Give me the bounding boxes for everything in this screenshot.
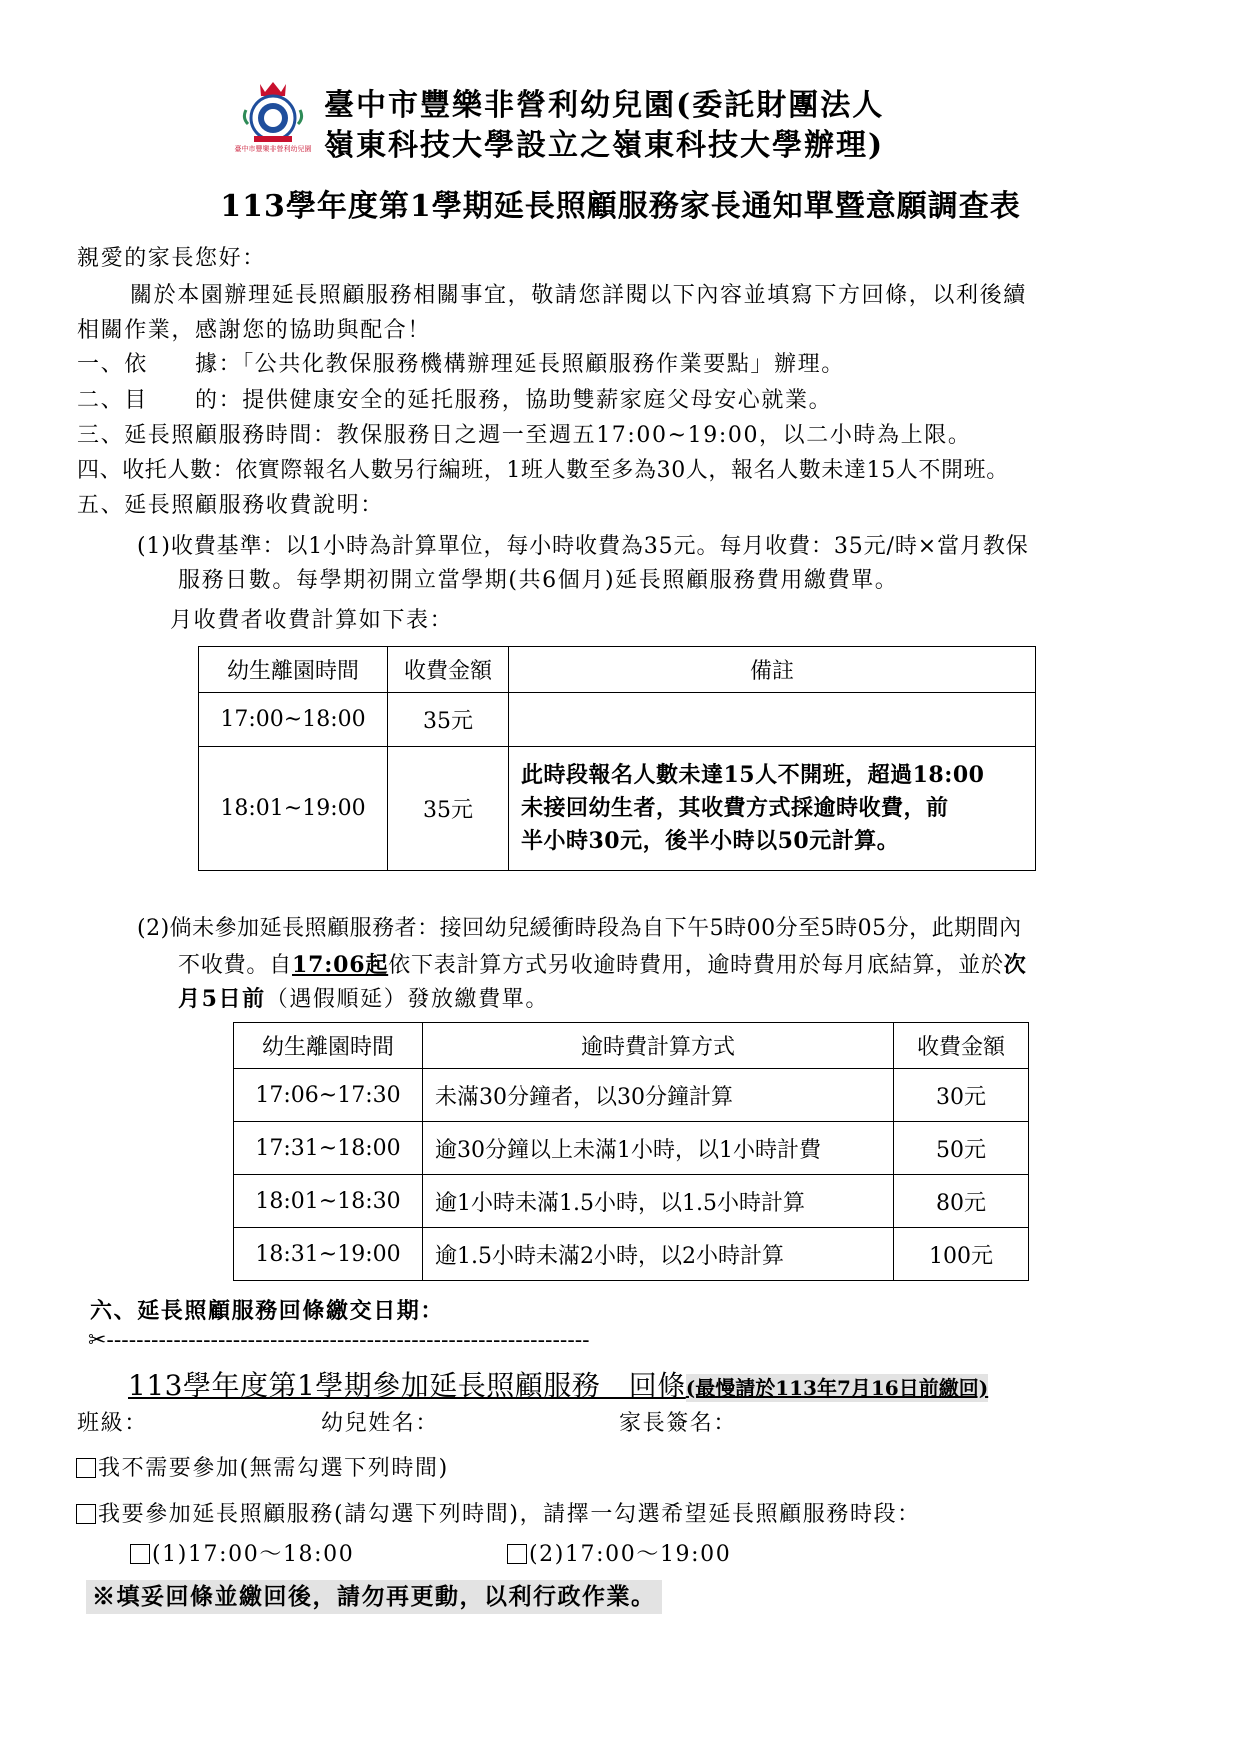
item-basis: 一、依 據：「公共化教保服務機構辦理延長照顧服務作業要點」辦理。 [77,352,845,377]
table1-row1-time: 17:00~18:00 [199,693,388,747]
fee-rule-2b-post: 依下表計算方式另收逾時費用，逾時費用於每月底結算，並於 [388,953,1004,978]
option-joining-label: 我要參加延長照顧服務(請勾選下列時間)，請擇一勾選希望延長照顧服務時段： [98,1502,921,1527]
final-notice: ※填妥回條並繳回後，請勿再更動，以利行政作業。 [86,1580,662,1614]
option-not-joining-label: 我不需要參加(無需勾選下列時間) [98,1456,449,1481]
table1-row1-fee: 35元 [388,693,509,747]
slot-2-checkbox[interactable] [507,1544,527,1564]
option-joining[interactable] [76,1500,921,1530]
item-purpose: 二、目 的：提供健康安全的延托服務，協助雙薪家庭父母安心就業。 [77,388,833,413]
slot-1-label: (1)17:00～18:00 [152,1542,355,1567]
fee-rule-2c-post: （遇假順延）發放繳費單。 [265,987,549,1012]
org-title-line-2: 嶺東科技大學設立之嶺東科技大學辦理) [324,128,885,163]
table1-header-fee: 收費金額 [388,647,509,693]
reply-deadline: (最慢請於113年7月16日前繳回) [685,1376,989,1400]
table2-header-fee: 收費金額 [894,1023,1029,1069]
child-name-label: 幼兒姓名： [321,1411,440,1436]
table2-header-time: 幼生離園時間 [234,1023,423,1069]
fee-rule-1c: 月收費者收費計算如下表： [170,608,454,633]
intro-line-1: 關於本園辦理延長照顧服務相關事宜，敬請您詳閱以下內容並填寫下方回條，以利後續 [130,283,1027,308]
table2-row2-time: 17:31~18:00 [234,1122,423,1175]
fee-rule-2b-time: 17:06起 [292,952,389,978]
option-not-joining[interactable] [76,1454,449,1484]
table2-row1-time: 17:06~17:30 [234,1069,423,1122]
table2-header-method: 逾時費計算方式 [423,1023,894,1069]
cut-line: ✂----------------------------------------------------------------- [88,1328,590,1353]
parent-signature-label: 家長簽名： [619,1411,738,1436]
joining-checkbox[interactable] [76,1504,96,1524]
table1-row2-note [509,747,1036,871]
table1-row1-note [509,693,1036,747]
table1-note-line-3: 半小時30元，後半小時以50元計算。 [521,828,900,854]
fee-rule-2c-date: 月5日前 [178,986,266,1012]
item-capacity: 四、收托人數：依實際報名人數另行編班，1班人數至多為30人，報名人數未達15人不開班。 [77,458,1009,483]
fee-rule-2b-pre: 不收費。自 [178,953,293,978]
kindergarten-logo [234,78,312,156]
table2-row3-time: 18:01~18:30 [234,1175,423,1228]
table1-header-note: 備註 [509,647,1036,693]
table1-row2-fee: 35元 [388,747,509,871]
org-title-line-1: 臺中市豐樂非營利幼兒園(委託財團法人 [324,88,885,123]
greeting: 親愛的家長您好： [77,246,266,271]
overtime-fee-table [233,1022,1029,1281]
slot-1-checkbox[interactable] [130,1544,150,1564]
table1-header-time: 幼生離園時間 [199,647,388,693]
monthly-fee-table [198,646,1036,871]
fee-rule-1b: 服務日數。每學期初開立當學期(共6個月)延長照顧服務費用繳費單。 [178,568,899,593]
table2-row1-fee: 30元 [894,1069,1029,1122]
fee-rule-2b [178,950,1027,981]
table2-row2-fee: 50元 [894,1122,1029,1175]
fee-rule-2a: (2)倘未參加延長照顧服務者：接回幼兒緩衝時段為自下午5時00分至5時05分，此期間內 [137,916,1022,941]
table2-row2-method: 逾30分鐘以上未滿1小時，以1小時計費 [423,1122,894,1175]
table1-note-line-2: 未接回幼生者，其收費方式採逾時收費，前 [521,795,949,821]
table2-row4-time: 18:31~19:00 [234,1228,423,1281]
table2-row1-method: 未滿30分鐘者，以30分鐘計算 [423,1069,894,1122]
intro-line-2: 相關作業，感謝您的協助與配合！ [77,318,432,343]
logo-caption: 臺中市豐樂非營利幼兒園 [234,145,312,153]
slot-option-2[interactable] [507,1540,731,1570]
not-joining-checkbox[interactable] [76,1458,96,1478]
slot-option-1[interactable] [130,1540,354,1570]
table1-note-line-1: 此時段報名人數未達15人不開班，超過18:00 [521,762,985,788]
fee-rule-2c [178,984,549,1015]
item-fee-description: 五、延長照顧服務收費說明： [77,493,384,518]
table2-row3-fee: 80元 [894,1175,1029,1228]
reply-title-row [128,1364,988,1404]
table1-row2-time: 18:01~19:00 [199,747,388,871]
table2-row4-method: 逾1.5小時未滿2小時，以2小時計算 [423,1228,894,1281]
fee-rule-1a: (1)收費基準：以1小時為計算單位，每小時收費為35元。每月收費：35元/時×當月教保 [137,534,1029,559]
item-reply-deadline: 六、延長照顧服務回條繳交日期： [90,1298,445,1324]
item-service-time: 三、延長照顧服務時間：教保服務日之週一至週五17:00~19:00，以二小時為上限。 [77,423,972,448]
class-label: 班級： [77,1411,148,1436]
table2-row4-fee: 100元 [894,1228,1029,1281]
fee-rule-2b-next: 次 [1003,952,1027,978]
reply-title: 113學年度第1學期參加延長照顧服務 回條 [128,1369,686,1402]
slot-2-label: (2)17:00～19:00 [529,1542,732,1567]
table2-row3-method: 逾1小時未滿1.5小時，以1.5小時計算 [423,1175,894,1228]
document-title: 113學年度第1學期延長照顧服務家長通知單暨意願調查表 [220,189,1021,224]
